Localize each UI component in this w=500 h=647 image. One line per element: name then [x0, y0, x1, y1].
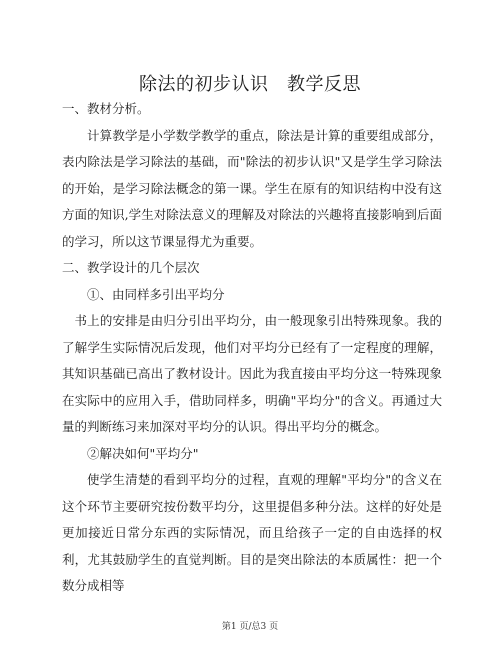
subsection-2-heading: ②解决如何"平均分" — [87, 445, 199, 461]
document-title: 除法的初步认识 教学反思 — [139, 74, 361, 95]
section-1-paragraph: 计算教学是小学数学教学的重点，除法是计算的重要组成部分，表内除法是学习除法的基础，而"除法的初步认识"又是学生学习除法的开始，是学习除法概念的第一课。学生在原有的知识结构中没有这方面的知识,学生对除法意义的理解及对除法的兴趣将直接影响到后面的学习，所以这节课显得尤为重要。 — [62, 127, 442, 249]
subsection-2-paragraph: 使学生清楚的看到平均分的过程，直观的理解"平均分"的含义在这个环节主要研究按份数平均分，这里提倡多种分法。这样的好处是更加接近日常分东西的实际情况，而且给孩子一定的自由选择的权利，尤其鼓励学生的直觉判断。目的是突出除法的本质属性：把一个数分成相等 — [62, 472, 442, 593]
subsection-1-paragraph: 书上的安排是由归分引出平均分，由一般现象引出特殊现象。我的了解学生实际情况后发现，他们对平均分已经有了一定程度的理解，其知识基础已高出了教材设计。因此为我直接由平均分这一特殊现象在实际中的应用入手，借助同样多，明确"平均分"的含义。再通过大量的判断练习来加深对平均分的认识。得出平均分的概念。 — [62, 313, 442, 434]
section-1-heading: 一、教材分析。 — [62, 101, 150, 116]
page-footer: 第1 页/总3 页 — [221, 622, 279, 632]
subsection-1-heading: ①、由同样多引出平均分 — [87, 286, 225, 302]
section-2-heading: 二、教学设计的几个层次 — [62, 260, 200, 275]
document-body — [62, 96, 442, 600]
